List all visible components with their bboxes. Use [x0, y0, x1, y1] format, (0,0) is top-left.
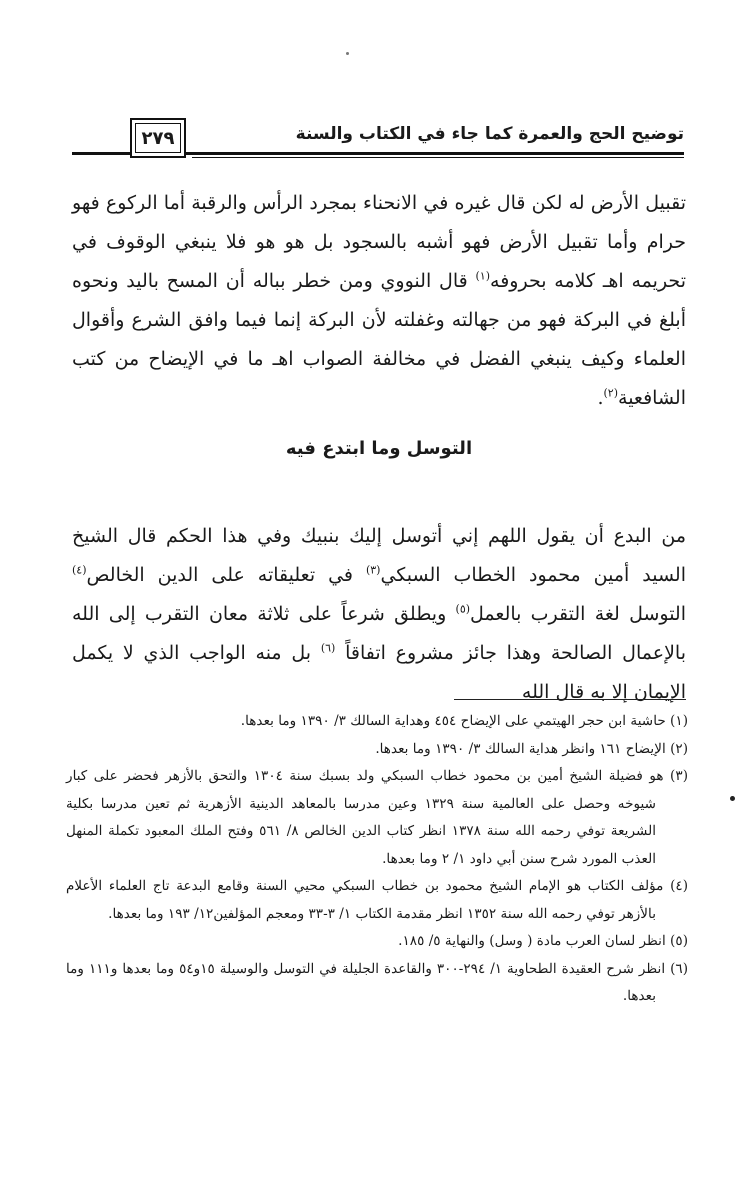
header-rule-thin [192, 157, 684, 158]
paragraph-text: في تعليقاته على الدين الخالص [86, 564, 366, 586]
footnote-ref-6[interactable]: (٦) [320, 641, 336, 655]
header-title: توضيح الحج والعمرة كما جاء في الكتاب والسنة [295, 124, 684, 144]
paragraph-text: تقبيل الأرض له لكن قال غيره في الانحناء بمجرد الرأس والرقبة أما الركوع فهو حرام وأما تقبيل الأرض فهو أشبه بالسجود بل هو هو فلا ينبغي الوقوف في تحريمه اهـ كلامه بحروفه [72, 192, 686, 292]
section-heading: التوسل وما ابتدع فيه [285, 438, 473, 459]
page-number-frame [130, 118, 186, 158]
margin-mark [730, 796, 735, 801]
footnote-3: (٣) هو فضيلة الشيخ أمين بن محمود خطاب السبكي ولد بسبك سنة ١٣٠٤ والتحق بالأزهر فحضر على كبار شيوخه وحصل على العالمية سنة ١٣٢٩ وعين مدرسا بالمعاهد الدينية الأزهرية ثم تعين مدرسا بكلية الشريعة توفي رحمه الله سنة ١٣٧٨ انظر كتاب الدين الخالص ٨/ ٥٦١ وفتح الملك المعبود تكملة المنهل العذب المورد شرح سنن أبي داود ١/ ٢ وما بعدها. [66, 768, 688, 867]
scan-speck [346, 52, 349, 55]
paragraph-end-mark: . [597, 387, 604, 409]
body-paragraph-2 [72, 517, 686, 712]
footnote-ref-5[interactable]: (٥) [455, 602, 471, 616]
footnote-4: (٤) مؤلف الكتاب هو الإمام الشيخ محمود بن خطاب السبكي محيي السنة وقامع البدعة تاج العلماء الأعلام بالأزهر توفي رحمه الله سنة ١٣٥٢ انظر مقدمة الكتاب ١/ ٣-٣٣ ومعجم المؤلفين١٢/ ١٩٣ وما بعدها. [66, 878, 688, 922]
paragraph-text: من البدع أن يقول اللهم إني أتوسل إليك بنبيك وفي هذا الحكم قال الشيخ السيد أمين محمود الخطاب السبكي [72, 525, 686, 586]
running-header [72, 118, 684, 168]
footnote-6: (٦) انظر شرح العقيدة الطحاوية ١/ ٢٩٤-٣٠٠ والقاعدة الجليلة في التوسل والوسيلة ١٥و٥٤ وما بعدها و١١١ وما بعدها. [66, 960, 688, 1004]
footnote-2: (٢) الإيضاح ١٦١ وانظر هداية السالك ٣/ ١٣٩٠ وما بعدها. [375, 740, 688, 757]
page-number: ٢٧٩ [141, 127, 175, 149]
footnote-separator [454, 699, 686, 700]
footnote-ref-2[interactable]: (٢) [603, 386, 619, 400]
footnotes [66, 708, 688, 1011]
paragraph-text: ويطلق شرعاً على ثلاثة معان التقرب إلى الله بالإعمال الصالحة وهذا جائز مشروع اتفاقاً [72, 603, 687, 664]
footnote-ref-4[interactable]: (٤) [72, 563, 87, 577]
footnote-ref-1[interactable]: (١) [475, 269, 491, 283]
paragraph-text: بل منه الواجب الذي لا يكمل الإيمان إلا به قال الله [72, 642, 686, 703]
paragraph-text: قال النووي ومن خطر بباله أن المسح باليد ونحوه أبلغ في البركة فهو من جهالته وغفلته لأن البركة إنما فيما وافق الشرع وأقوال العلماء وكيف ينبغي الفضل في مخالفة الصواب اهـ ما في الإيضاح من كتب الشافعية [72, 270, 686, 409]
body-paragraph-1 [72, 184, 686, 418]
footnote-5: (٥) انظر لسان العرب مادة ( وسل) والنهاية ٥/ ١٨٥. [398, 933, 688, 949]
footnote-1: (١) حاشية ابن حجر الهيتمي على الإيضاح ٤٥٤ وهداية السالك ٣/ ١٣٩٠ وما بعدها. [240, 713, 688, 729]
footnote-ref-3[interactable]: (٣) [365, 563, 381, 577]
paragraph-text: التوسل لغة التقرب بالعمل [470, 603, 687, 625]
